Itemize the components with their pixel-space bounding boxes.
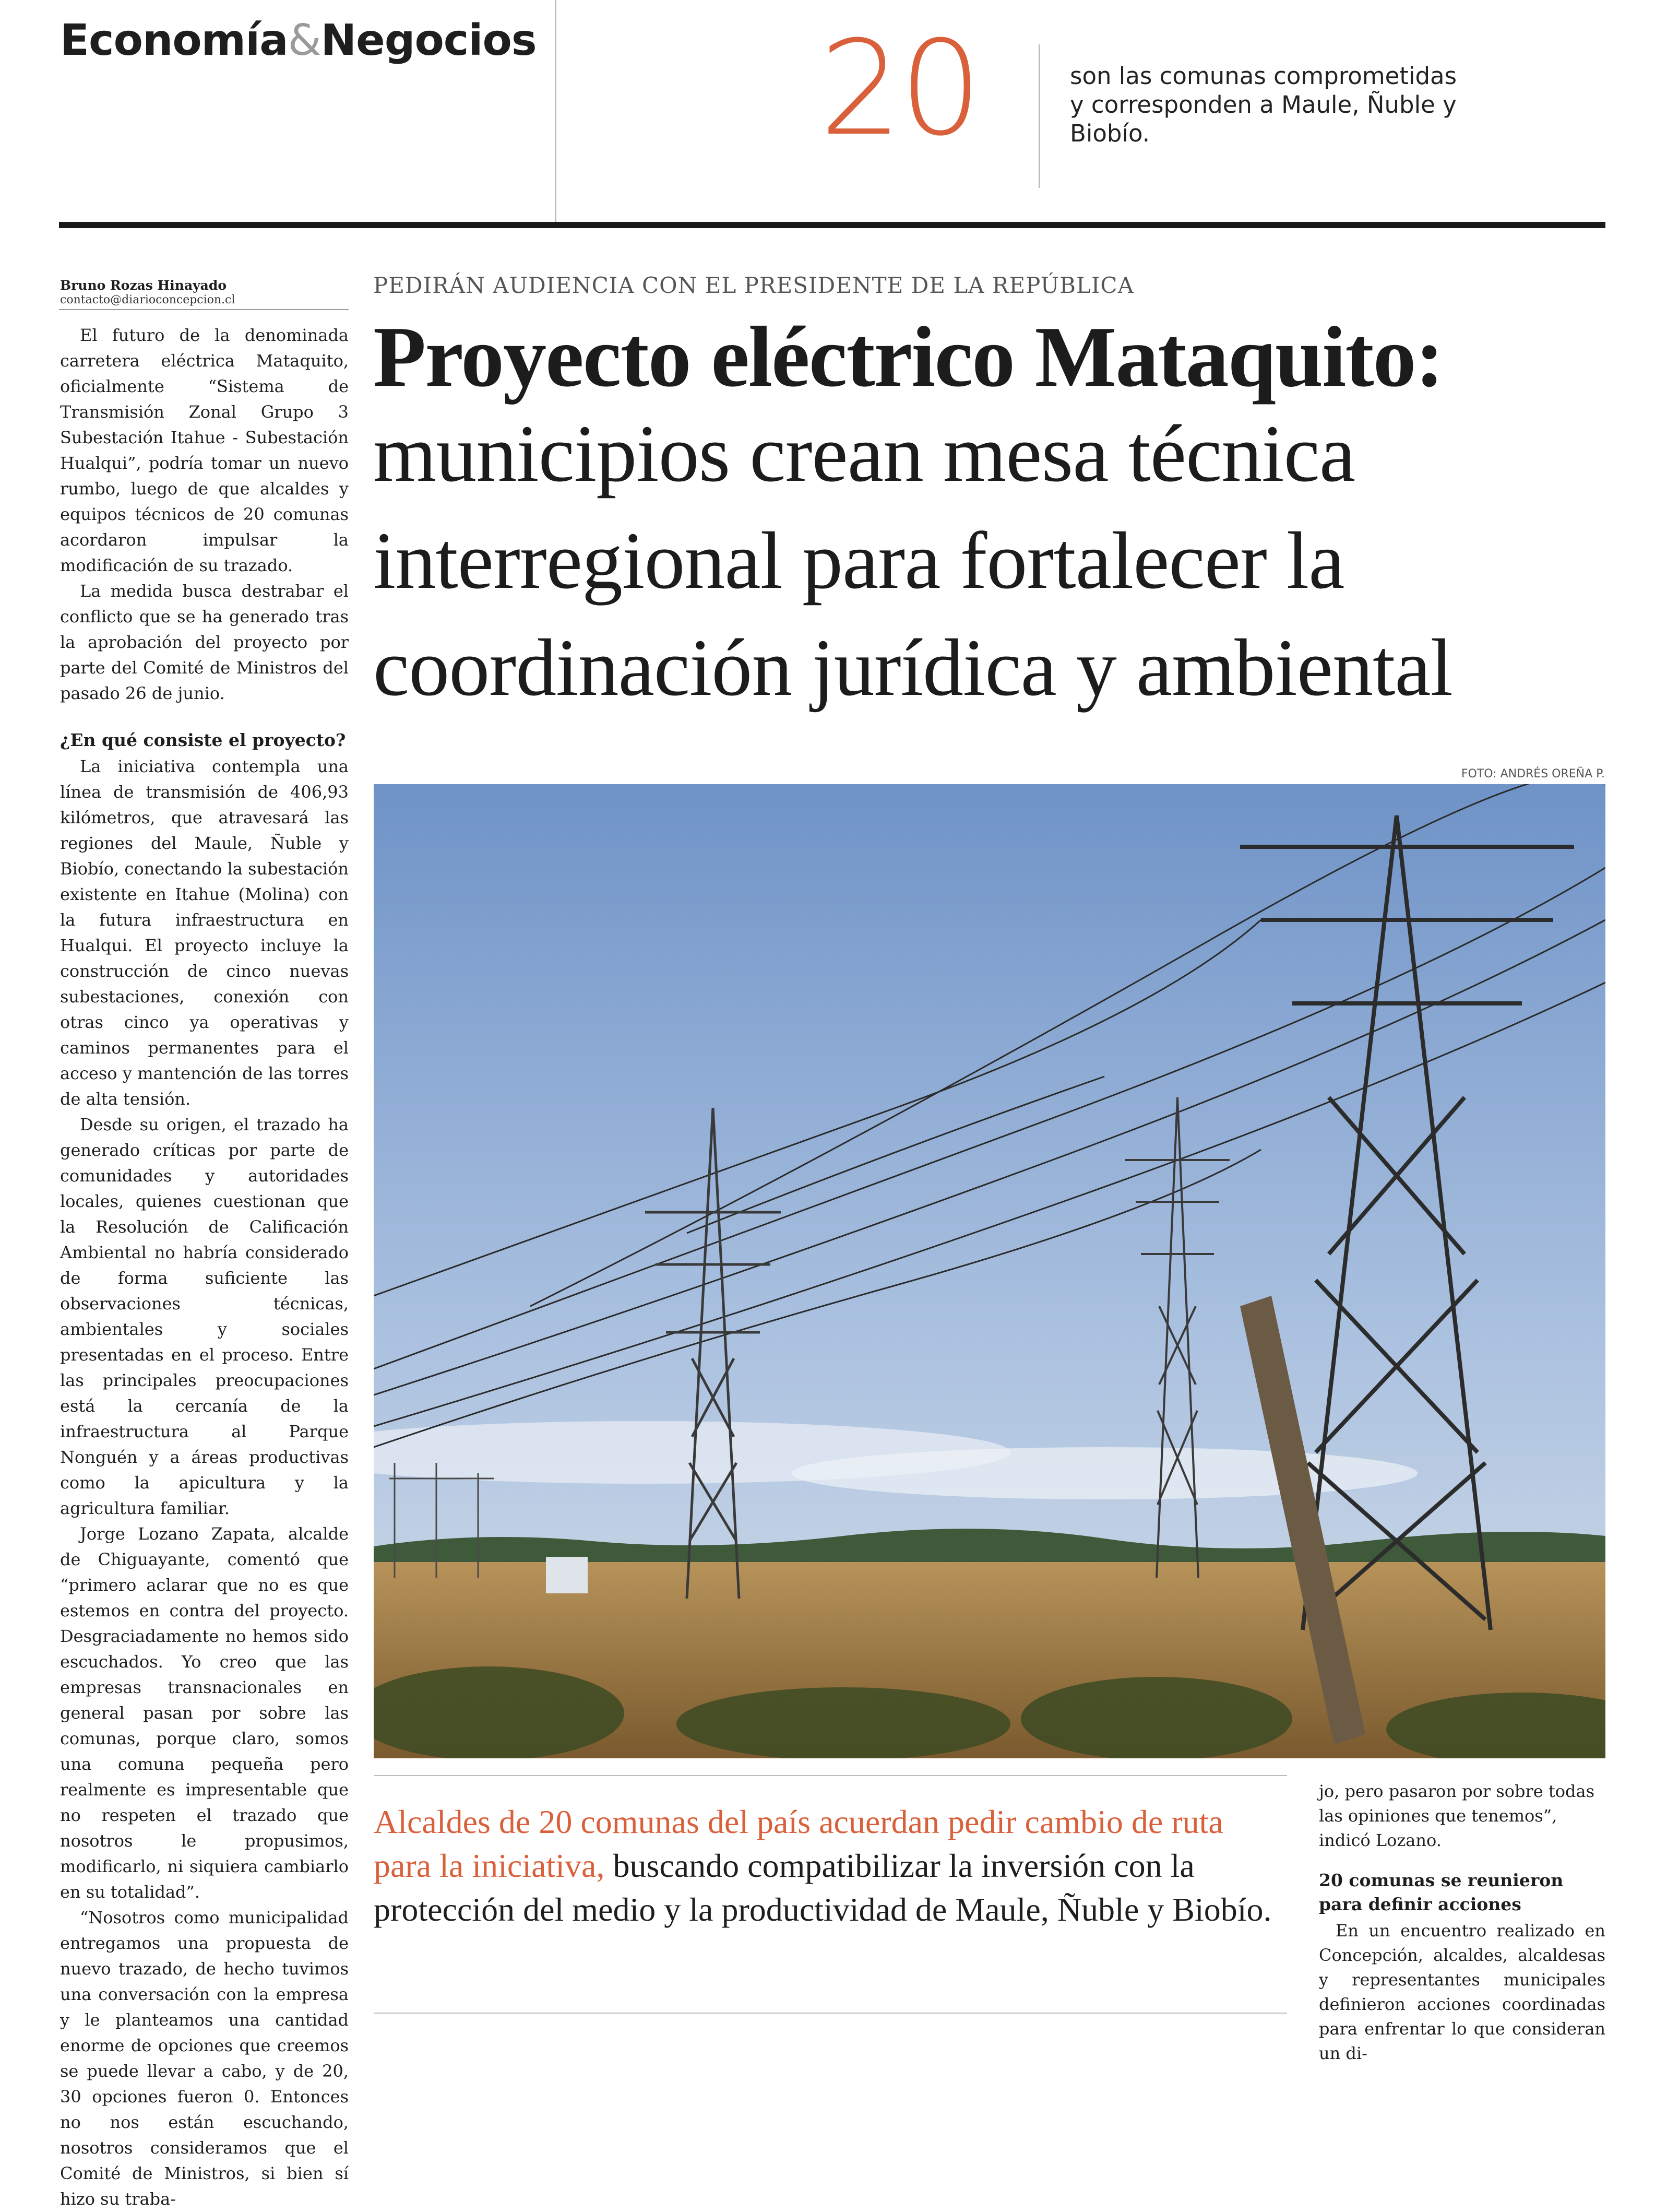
byline-author: Bruno Rozas Hinayado [60, 278, 227, 293]
photo-power-lines [374, 784, 1605, 1758]
deck-accent: Alcaldes de 20 comunas del país acuerdan pedir cambio de ruta para la iniciativa, [374, 1803, 1223, 1884]
header-divider [555, 0, 556, 222]
headline-line: coordinación jurídica y ambiental [373, 622, 1452, 713]
section-ampersand: & [288, 16, 321, 65]
paragraph-continuation: jo, pero pasaron por sobre todas las opiniones que tenemos”, indicó Lozano. [1319, 1781, 1594, 1850]
headline-bold: Proyecto eléctrico Mataquito: [373, 309, 1443, 405]
photo-credit: FOTO: ANDRÉS OREÑA P. [1461, 767, 1605, 780]
headline-line: interregional para fortalecer la [373, 515, 1344, 606]
stat-number: 20 [819, 13, 980, 164]
byline-email[interactable]: contacto@diarioconcepcion.cl [60, 293, 235, 306]
subhead-meeting: 20 comunas se reunieron para definir acciones [1319, 1870, 1564, 1914]
paragraph: Jorge Lozano Zapata, alcalde de Chiguayante, comentó que “primero aclarar que no es que estemos en contra del proyecto. Desgraciadamente no hemos sido escuchados. Yo creo que las empresas transnacionales en general pasan por sobre las comunas, porque claro, somos una comuna pequeña pero realmente es impresentable que no respeten el trazado que nosotros le propusimos, modificarlo, ni siquiera cambiarlo en su totalidad”. [60, 1524, 349, 1902]
deck-rule-top [374, 1775, 1287, 1776]
subhead-project: ¿En qué consiste el proyecto? [60, 730, 346, 750]
section-name-2: Negocios [320, 16, 537, 65]
left-column [60, 323, 349, 2212]
deck [374, 1800, 1282, 1932]
right-column [1319, 1779, 1605, 2066]
article-photo [374, 784, 1605, 1758]
header-rule [59, 222, 1605, 228]
paragraph: En un encuentro realizado en Concepción, alcaldes, alcaldesas y representantes municipales definieron acciones coordinadas para enfrentar lo que consideran un di- [1319, 1921, 1605, 2063]
stat-text: son las comunas comprometidas y corresponden a Maule, Ñuble y Biobío. [1070, 62, 1457, 147]
paragraph: El futuro de la denominada carretera eléctrica Mataquito, oficialmente “Sistema de Transmisión Zonal Grupo 3 Subestación Itahue - Subestación Hualqui”, podría tomar un nuevo rumbo, luego de que alcaldes y equipos técnicos de 20 comunas acordaron impulsar la modificación de su trazado. [60, 325, 349, 575]
deck-rule-bottom [374, 2013, 1287, 2014]
section-title [60, 16, 537, 65]
stat-divider [1039, 44, 1040, 188]
kicker: PEDIRÁN AUDIENCIA CON EL PRESIDENTE DE LA REPÚBLICA [373, 273, 1134, 298]
deck-rest: buscando compatibilizar la inversión con la protección del medio y la productividad de Maule, Ñuble y Biobío. [374, 1847, 1272, 1928]
paragraph: La medida busca destrabar el conflicto que se ha generado tras la aprobación del proyecto por parte del Comité de Ministros del pasado 26 de junio. [60, 581, 349, 703]
headline [373, 309, 1615, 721]
paragraph: “Nosotros como municipalidad entregamos una propuesta de nuevo trazado, de hecho tuvimos una conversación con la empresa y le planteamos una cantidad enorme de opciones que creemos se puede llevar a cabo, y de 20, 30 opciones fueron 0. Entonces no nos están escuchando, nosotros consideramos que el Comité de Ministros, si bien sí hizo su traba- [60, 1908, 349, 2209]
byline-rule [59, 309, 349, 310]
paragraph: Desde su origen, el trazado ha generado críticas por parte de comunidades y autoridades locales, quienes cuestionan que la Resolución de Calificación Ambiental no habría considerado de forma suficiente las observaciones técnicas, ambientales y sociales presentadas en el proceso. Entre las principales preocupaciones está la cercanía de la infraestructura al Parque Nonguén y a áreas productivas como la apicultura y la agricultura familiar. [60, 1115, 349, 1518]
section-name: Economía [60, 16, 288, 65]
headline-line: municipios crean mesa técnica [373, 408, 1355, 499]
paragraph: La iniciativa contempla una línea de transmisión de 406,93 kilómetros, que atravesará las regiones del Maule, Ñuble y Biobío, conectando la subestación existente en Itahue (Molina) con la futura infraestructura en Hualqui. El proyecto incluye la construcción de cinco nuevas subestaciones, conexión con otras cinco ya operativas y caminos permanentes para el acceso y mantención de las torres de alta tensión. [60, 756, 349, 1109]
